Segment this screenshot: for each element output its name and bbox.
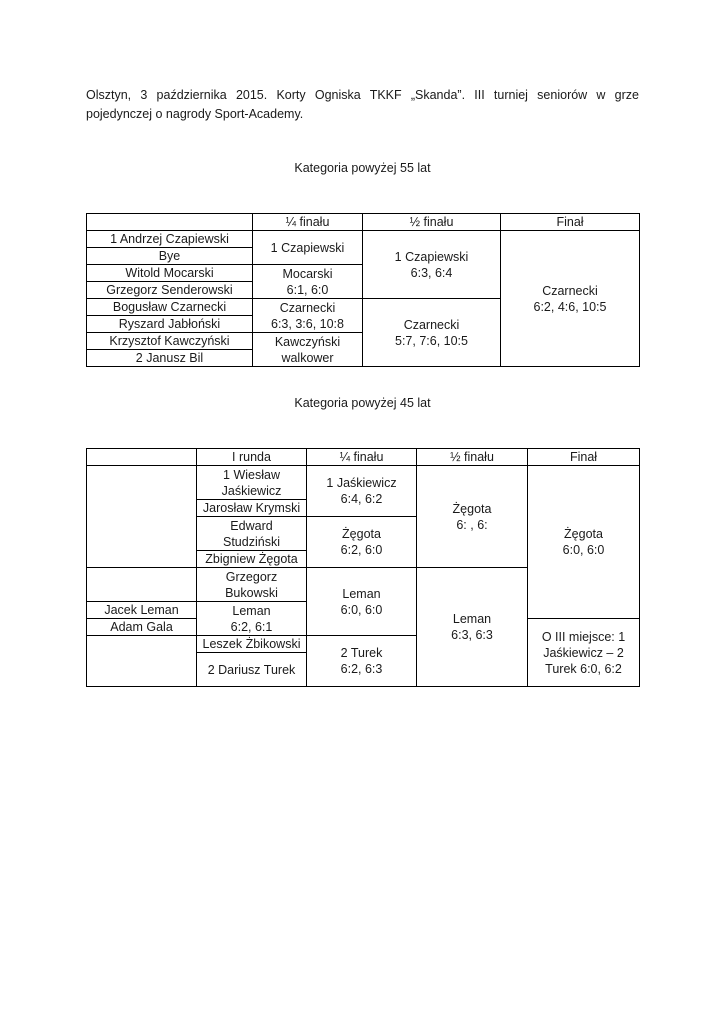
qf-winner: Mocarski xyxy=(282,266,333,281)
player-line: Bukowski xyxy=(225,585,278,600)
third-place-line: Jaśkiewicz – 2 xyxy=(543,645,624,660)
player-line: 6:2, 6:1 xyxy=(230,619,273,634)
bracket-table-45 xyxy=(86,448,640,687)
header-row xyxy=(87,449,640,466)
bracket-table-55 xyxy=(86,213,640,367)
player-cell: 2 Janusz Bil xyxy=(87,350,253,367)
header-cell: ¼ finału xyxy=(253,214,363,231)
player-cell xyxy=(197,568,307,602)
header-row xyxy=(87,214,640,231)
player-cell xyxy=(197,602,307,636)
qf-score: 6:0, 6:0 xyxy=(340,602,383,617)
category-55-title: Kategoria powyżej 55 lat xyxy=(294,161,431,175)
qf-winner: Czarnecki xyxy=(279,300,336,315)
player-line: Jaśkiewicz xyxy=(221,483,282,498)
final-result xyxy=(528,466,640,619)
final-winner: Żęgota xyxy=(564,527,603,541)
qf-winner: Leman xyxy=(342,586,381,601)
qf-winner: 2 Turek xyxy=(340,646,383,660)
seed-cell xyxy=(87,568,197,602)
player-cell: Bye xyxy=(87,248,253,265)
sf-score: 6:3, 6:4 xyxy=(410,265,453,280)
qf-winner: Kawczyński xyxy=(274,334,341,349)
header-cell: Finał xyxy=(528,449,640,466)
qf-score: 6:2, 6:3 xyxy=(340,662,383,676)
player-line: Studziński xyxy=(223,534,280,549)
sf-winner: 1 Czapiewski xyxy=(394,249,469,264)
category-45-title: Kategoria powyżej 45 lat xyxy=(294,396,431,410)
semi-result xyxy=(363,231,501,299)
sf-score: 6:3, 6:3 xyxy=(451,628,493,642)
quarter-result xyxy=(253,333,363,367)
header-cell: ¼ finału xyxy=(307,449,417,466)
player-cell: Ryszard Jabłoński xyxy=(87,316,253,333)
third-place-line: O III miejsce: 1 xyxy=(541,629,626,644)
intro-paragraph: Olsztyn, 3 października 2015. Korty Ogniska TKKF „Skanda”. III turniej seniorów w grze pojedynczej o nagrody Sport-Academy. xyxy=(86,88,639,121)
sf-score: 5:7, 7:6, 10:5 xyxy=(395,333,468,348)
qf-score: 6:3, 3:6, 10:8 xyxy=(271,316,344,331)
player-cell: Jarosław Krymski xyxy=(197,500,307,517)
final-score: 6:2, 4:6, 10:5 xyxy=(533,299,607,314)
player-cell: Witold Mocarski xyxy=(87,265,253,282)
final-winner: Czarnecki xyxy=(542,283,598,298)
header-cell: I runda xyxy=(197,449,307,466)
final-score: 6:0, 6:0 xyxy=(562,543,605,557)
header-cell: Finał xyxy=(501,214,640,231)
qf-winner: 1 Jaśkiewicz xyxy=(326,476,397,490)
player-line: Leman xyxy=(232,603,271,618)
player-cell xyxy=(197,466,307,500)
quarter-result xyxy=(253,299,363,333)
sf-winner: Żęgota xyxy=(452,501,492,516)
quarter-result xyxy=(253,231,363,265)
seed-cell xyxy=(87,466,197,568)
player-cell: Grzegorz Senderowski xyxy=(87,282,253,299)
player-cell: Krzysztof Kawczyński xyxy=(87,333,253,350)
player-line: 1 Wiesław xyxy=(223,467,280,482)
player-line: Grzegorz xyxy=(225,569,278,584)
sf-winner: Leman xyxy=(452,612,492,626)
quarter-result xyxy=(307,517,417,568)
table-row xyxy=(87,231,640,248)
header-cell: ½ finału xyxy=(363,214,501,231)
header-cell xyxy=(87,449,197,466)
third-place-line: Turek 6:0, 6:2 xyxy=(545,661,622,676)
qf-winner: 1 Czapiewski xyxy=(270,240,345,255)
third-place-cell xyxy=(528,619,640,687)
player-cell: Leszek Żbikowski xyxy=(197,636,307,653)
player-cell xyxy=(197,517,307,551)
player-cell: 1 Andrzej Czapiewski xyxy=(87,231,253,248)
semi-result xyxy=(417,466,528,568)
quarter-result xyxy=(307,466,417,517)
seed-cell: Jacek Leman xyxy=(87,602,197,619)
player-cell: Bogusław Czarnecki xyxy=(87,299,253,316)
qf-score: 6:4, 6:2 xyxy=(340,492,383,506)
semi-result xyxy=(417,568,528,687)
semi-result xyxy=(363,299,501,367)
quarter-result xyxy=(253,265,363,299)
player-cell: 2 Dariusz Turek xyxy=(197,653,307,687)
qf-score: 6:2, 6:0 xyxy=(340,543,383,557)
sf-score: 6: , 6: xyxy=(456,517,488,532)
qf-score: walkower xyxy=(281,350,334,365)
table-row xyxy=(87,466,640,500)
quarter-result xyxy=(307,636,417,687)
sf-winner: Czarnecki xyxy=(403,317,460,332)
header-cell xyxy=(87,214,253,231)
player-cell: Zbigniew Żęgota xyxy=(197,551,307,568)
quarter-result xyxy=(307,568,417,636)
player-line: Edward xyxy=(230,518,273,533)
seed-cell: Adam Gala xyxy=(87,619,197,636)
qf-winner: Żęgota xyxy=(342,527,381,541)
final-result xyxy=(501,231,640,367)
qf-score: 6:1, 6:0 xyxy=(286,282,329,297)
seed-cell xyxy=(87,636,197,687)
header-cell: ½ finału xyxy=(417,449,528,466)
